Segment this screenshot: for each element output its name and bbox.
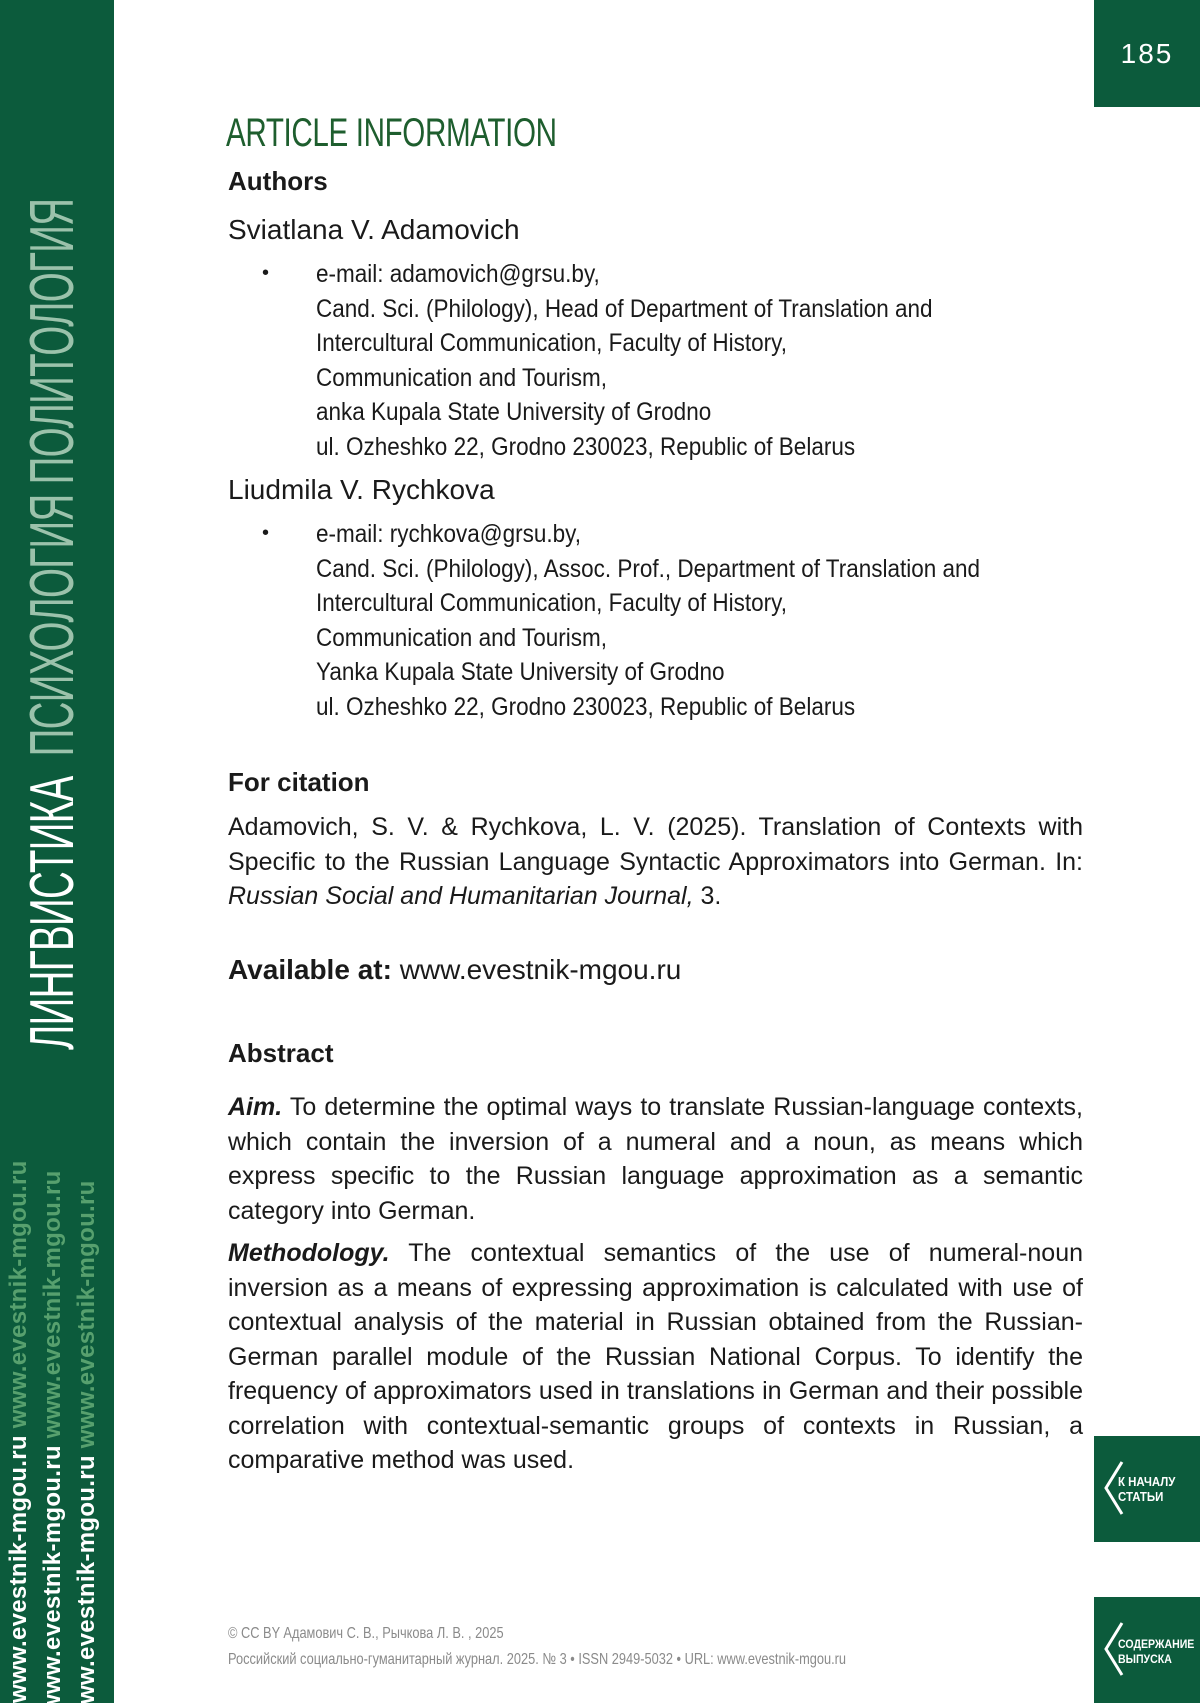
aim-label: Aim. [228, 1093, 282, 1121]
citation-label: For citation [228, 767, 370, 798]
abstract-label: Abstract [228, 1038, 333, 1069]
citation-journal: Russian Social and Humanitarian Journal, [228, 882, 694, 910]
aim-text: To determine the optimal ways to translate Russian-language contexts, which contain the inversion of a numeral and a noun, as means which express specific to the Russian language approximation as a semantic category into German. [228, 1093, 1083, 1225]
abstract-aim [228, 1090, 1083, 1228]
author-affiliation [316, 257, 933, 464]
footer-copyright: © CC BY Адамович С. В., Рычкова Л. В. , 2025 [228, 1625, 504, 1643]
to-article-start-button[interactable] [1094, 1436, 1200, 1542]
methodology-text: The contextual semantics of the use of numeral-noun inversion as a means of expressing approximation is calculated with use of contextual analysis of the material in Russian obtained from the Russian-German parallel module of the Russian National Corpus. To identify the frequency of approximators used in translations in German and their possible correlation with contextual-semantic groups of contexts in Russian, a comparative method was used. [228, 1239, 1083, 1474]
nav-label-line: ВЫПУСКА [1118, 1652, 1194, 1667]
sidebar-url-line[interactable] [40, 1170, 66, 1703]
citation-body: Adamovich, S. V. & Rychkova, L. V. (2025). Translation of Contexts with Specific to the Russian Language Syntactic Approximators into German. In: [228, 813, 1083, 876]
affiliation-line: Communication and Tourism, [316, 621, 980, 656]
author-affiliation [316, 517, 980, 724]
nav-label-line: СОДЕРЖАНИЕ [1118, 1637, 1194, 1652]
available-url[interactable]: www.evestnik-mgou.ru [400, 954, 682, 985]
to-article-start-label [1118, 1474, 1175, 1504]
affiliation-line: Cand. Sci. (Philology), Head of Department of Translation and [316, 292, 933, 327]
affiliation-line: Intercultural Communication, Faculty of History, [316, 586, 980, 621]
affiliation-line: Intercultural Communication, Faculty of History, [316, 326, 933, 361]
section-heading: ARTICLE INFORMATION [226, 108, 557, 158]
sidebar-title-psychology-politology: ПСИХОЛОГИЯ ПОЛИТОЛОГИЯ [18, 199, 87, 757]
affiliation-line: ul. Ozheshko 22, Grodno 230023, Republic of Belarus [316, 690, 980, 725]
affiliation-line: Cand. Sci. (Philology), Assoc. Prof., Department of Translation and [316, 552, 980, 587]
authors-label: Authors [228, 166, 328, 197]
to-contents-button[interactable] [1094, 1597, 1200, 1703]
affiliation-line: anka Kupala State University of Grodno [316, 395, 933, 430]
affiliation-line: Communication and Tourism, [316, 361, 933, 396]
author-name: Sviatlana V. Adamovich [228, 214, 520, 246]
sidebar-title [22, 199, 84, 1050]
sidebar-url[interactable]: www.evestnik-mgou.ru [39, 1445, 66, 1703]
page-number: 185 [1094, 0, 1200, 107]
author-name: Liudmila V. Rychkova [228, 474, 495, 506]
citation-issue: 3. [694, 882, 722, 910]
sidebar-url[interactable]: www.evestnik-mgou.ru [73, 1455, 100, 1703]
citation-text [228, 810, 1083, 914]
sidebar-url[interactable]: www.evestnik-mgou.ru [73, 1180, 100, 1448]
nav-label-line: СТАТЬИ [1118, 1489, 1175, 1504]
affiliation-line: ul. Ozheshko 22, Grodno 230023, Republic of Belarus [316, 430, 933, 465]
author-email[interactable]: e-mail: rychkova@grsu.by, [316, 517, 980, 552]
bullet: • [262, 262, 269, 285]
abstract-methodology [228, 1236, 1083, 1478]
sidebar-url-line[interactable] [74, 1180, 100, 1703]
sidebar-title-linguistics: ЛИНГВИСТИКА [18, 776, 87, 1050]
sidebar [0, 0, 114, 1703]
available-at [228, 954, 681, 986]
sidebar-url[interactable]: www.evestnik-mgou.ru [39, 1170, 66, 1438]
methodology-label: Methodology. [228, 1239, 390, 1267]
bullet: • [262, 522, 269, 545]
available-label: Available at: [228, 954, 392, 985]
footer-journal-line: Российский социально-гуманитарный журнал. 2025. № 3 • ISSN 2949-5032 • URL: www.evestnik-mgou.ru [228, 1651, 846, 1669]
sidebar-url[interactable]: www.evestnik-mgou.ru [5, 1160, 32, 1428]
sidebar-url[interactable]: www.evestnik-mgou.ru [5, 1435, 32, 1703]
to-contents-label [1118, 1637, 1194, 1667]
nav-label-line: К НАЧАЛУ [1118, 1474, 1175, 1489]
sidebar-url-line[interactable] [6, 1160, 32, 1703]
author-email[interactable]: e-mail: adamovich@grsu.by, [316, 257, 933, 292]
affiliation-line: Yanka Kupala State University of Grodno [316, 655, 980, 690]
